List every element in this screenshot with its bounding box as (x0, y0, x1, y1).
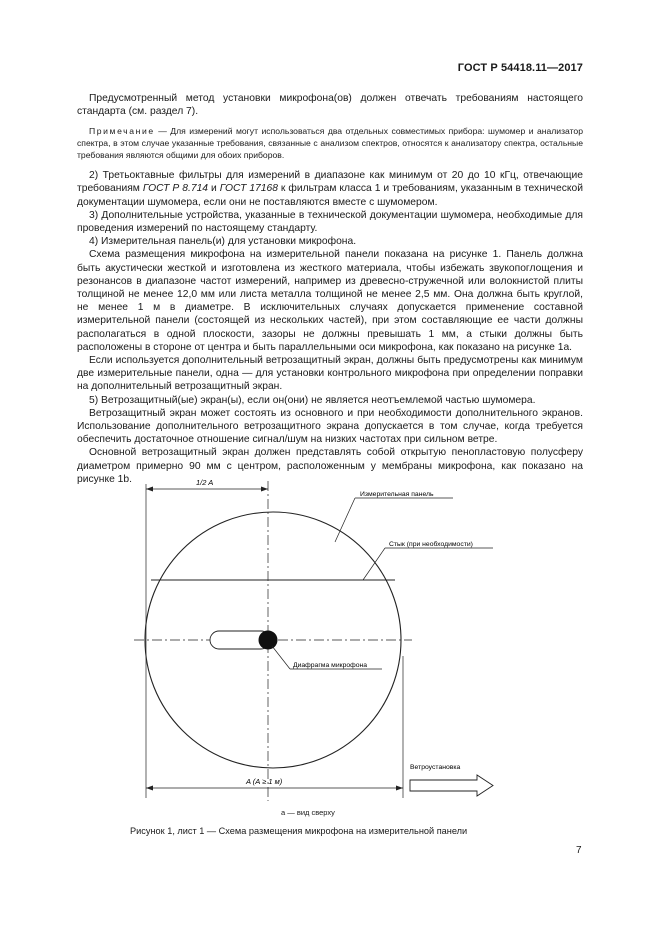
arrow-head (396, 786, 403, 791)
figure-subcaption: а — вид сверху (281, 808, 335, 817)
paragraph: Ветрозащитный экран может состоять из основного и при необходимости дополнительного экранов. Использование дополнительного ветрозащитного экрана допускается в том случае, когда требуется обеспечить достаточное отношение сигнал/шум на низких частотах при сильном ветре. (77, 407, 583, 446)
standard-header: ГОСТ Р 54418.11—2017 (457, 62, 583, 74)
paragraph: 4) Измерительная панель(и) для установки микрофона. (89, 236, 357, 248)
wind-label: Ветроустановка (410, 764, 461, 771)
standard-reference: ГОСТ 17168 (219, 183, 278, 195)
paragraph-part: 2) Третьоктавные фильтры для измерений в диапазоне как минимум от 20 до 10 кГц, отвечающие требованиям (77, 170, 583, 195)
diaphragm-label: Диафрагма микрофона (293, 662, 368, 669)
wind-direction-arrow (410, 775, 493, 796)
paragraph: Предусмотренный метод установки микрофона(ов) должен отвечать требованиям настоящего стандарта (см. раздел 7). (77, 93, 583, 118)
figure-diagram (120, 476, 540, 816)
standard-reference: ГОСТ Р 8.714 (142, 183, 209, 195)
leader-line (335, 498, 355, 542)
page-number: 7 (576, 845, 582, 856)
note (77, 126, 583, 161)
paragraph: 3) Дополнительные устройства, указанные в технической документации шумомера, необходимые для проведения измерений по настоящему стандарту. (77, 209, 583, 234)
body-text (77, 92, 583, 486)
paragraph (77, 169, 583, 209)
joint-label: Стык (при необходимости) (389, 541, 473, 548)
diameter-label: A (A ≥ 1 м) (246, 777, 283, 786)
paragraph-part: и (208, 183, 220, 195)
paragraph: Основной ветрозащитный экран должен представлять собой открытую пенопластовую полусферу диаметром примерно 90 мм с центром, расположенным у мембраны микрофона, как показано на рисунке 1b. (77, 447, 583, 485)
paragraph: 5) Ветрозащитный(ые) экран(ы), если он(они) не является неотъемлемой частью шумомера. (89, 394, 536, 406)
paragraph-part: к фильтрам класса 1 и требованиям, указанным в технической документации шумомера, если они не поставляются вместе с шумомером. (77, 183, 583, 208)
half-dimension-label: 1/2 A (196, 478, 214, 487)
paragraph: Схема размещения микрофона на измерительной панели показана на рисунке 1. Панель должна быть акустически жесткой и изготовлена из жесткого материала, чтобы избежать звукопоглощения и резонансов в диапазоне частот измерений, например из древесно-стружечной или волокнистой плиты толщиной не менее 12,0 мм или листа металла толщиной не менее 2,5 мм. Она должна быть круглой, не менее 1 м в диаметре. В исключительных случаях допускается применение составной измерительной панели (состоящей из нескольких частей), при этом составляющие ее части должны располагаться в одной плоскости, зазоры не должны превышать 1 мм, а стыки должны быть расположены в стороне от центра и быть параллельными оси микрофона, как показано на рисунке 1а. (77, 249, 583, 353)
panel-label: Измерительная панель (360, 491, 434, 498)
arrow-head (146, 487, 153, 492)
arrow-head (146, 786, 153, 791)
leader-line (272, 646, 290, 669)
arrow-head (261, 487, 268, 492)
panel-diagram (120, 476, 540, 816)
note-label: Примечание (89, 126, 155, 137)
paragraph: Если используется дополнительный ветрозащитный экран, должны быть предусмотрены как минимум две измерительные панели, одна — для установки контрольного микрофона при определении поправки на дополнительный ветрозащитный экран. (77, 355, 583, 393)
note-text: — Для измерений могут использоваться два отдельных совместимых прибора: шумомер и анализатор спектра, в этом случае указанные требования, связанные с анализом спектров, относятся к анализатору спектра, остальные требования являются общими для обоих приборов. (77, 126, 583, 160)
microphone-diaphragm (259, 631, 278, 650)
figure-caption: Рисунок 1, лист 1 — Схема размещения микрофона на измерительной панели (130, 826, 468, 836)
